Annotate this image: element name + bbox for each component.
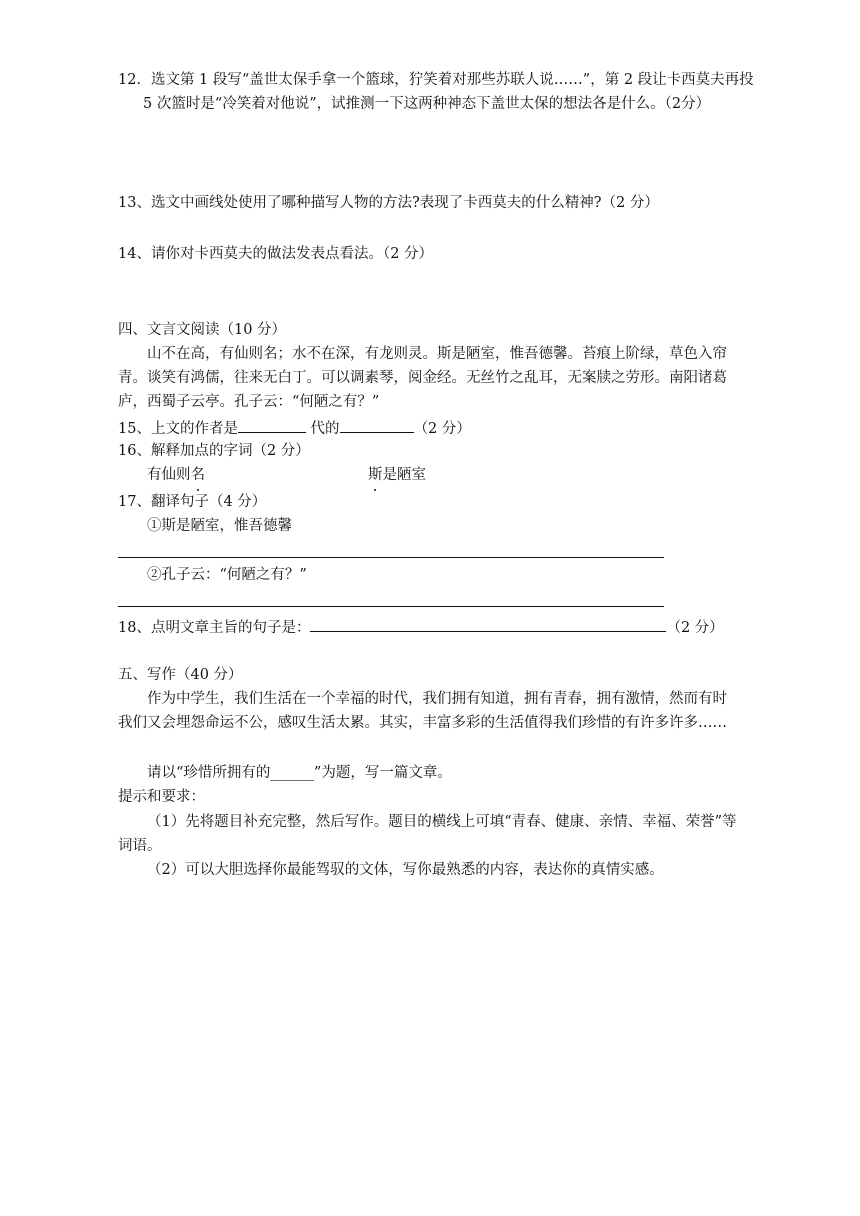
dynasty-answer-blank[interactable] <box>340 415 414 433</box>
question-15-prefix: 15、上文的作者是 <box>118 421 238 437</box>
answer-line-2[interactable] <box>118 606 664 607</box>
theme-answer-blank[interactable] <box>310 614 666 632</box>
section-5-heading: 五、写作（40 分） <box>118 667 243 683</box>
requirement-2: （2）可以大胆选择你最能驾驭的文体，写你最熟悉的内容，表达你的真情实感。 <box>147 862 664 878</box>
writing-prompt-after: ”为题，写一篇文章。 <box>313 765 452 781</box>
translate-sentence-2: ②孔子云：“何陋之有？” <box>147 567 307 583</box>
writing-intro: 作为中学生，我们生活在一个幸福的时代，我们拥有知道，拥有青春，拥有激情，然而有时我们又会埋怨命运不公，感叹生活太累。其实，丰富多彩的生活值得我们珍惜的有许多许多…… <box>118 691 727 731</box>
section-4-heading: 四、文言文阅读（10 分） <box>118 322 287 338</box>
question-15 <box>118 415 740 441</box>
dotted-character-2: 斯 <box>368 463 383 487</box>
classical-passage: 山不在高，有仙则名；水不在深，有龙则灵。斯是陋室，惟吾德馨。苔痕上阶绿，草色入帘青。谈笑有鸿儒，往来无白丁。可以调素琴，阅金经。无丝竹之乱耳，无案牍之劳形。南阳诸葛庐，西蜀子云亭。孔子云：“何陋之有？” <box>118 346 727 410</box>
question-15-suffix: （2 分） <box>413 421 471 437</box>
question-18-prefix: 18、点明文章主旨的句子是： <box>118 620 311 636</box>
question-16-item-2 <box>368 463 426 487</box>
author-answer-blank[interactable] <box>238 415 306 433</box>
answer-line-1[interactable] <box>118 557 664 558</box>
dotted-character-1: 名 <box>191 463 206 487</box>
question-18 <box>118 614 740 640</box>
question-18-suffix: （2 分） <box>666 620 724 636</box>
question-17-label: 17、翻译句子（4 分） <box>118 494 267 510</box>
requirement-1: （1）先将题目补充完整，然后写作。题目的横线上可填“青春、健康、亲情、幸福、荣誉”等词语。 <box>118 814 737 854</box>
writing-prompt <box>118 761 740 785</box>
writing-prompt-before: 请以“珍惜所拥有的 <box>147 765 271 781</box>
question-15-middle: 代的 <box>305 421 340 437</box>
tips-label: 提示和要求： <box>118 789 205 805</box>
item-1-text: 有仙则 <box>147 467 191 483</box>
question-13: 13、选文中画线处使用了哪种描写人物的方法?表现了卡西莫夫的什么精神?（2 分） <box>118 195 659 211</box>
question-16-item-1 <box>147 463 205 487</box>
question-14: 14、请你对卡西莫夫的做法发表点看法。（2 分） <box>118 246 434 262</box>
question-16-label: 16、解释加点的字词（2 分） <box>118 443 310 459</box>
title-blank: ______ <box>270 765 314 781</box>
question-12: 12．选文第 1 段写“盖世太保手拿一个篮球，狞笑着对那些苏联人说……”，第 2 段让卡西莫夫再投 5 次篮时是“冷笑着对他说”，试推测一下这两种神态下盖世太保的想法各是什么。（2分） <box>118 72 754 112</box>
translate-sentence-1: ①斯是陋室，惟吾德馨 <box>147 518 292 534</box>
item-2-text: 是陋室 <box>382 467 426 483</box>
